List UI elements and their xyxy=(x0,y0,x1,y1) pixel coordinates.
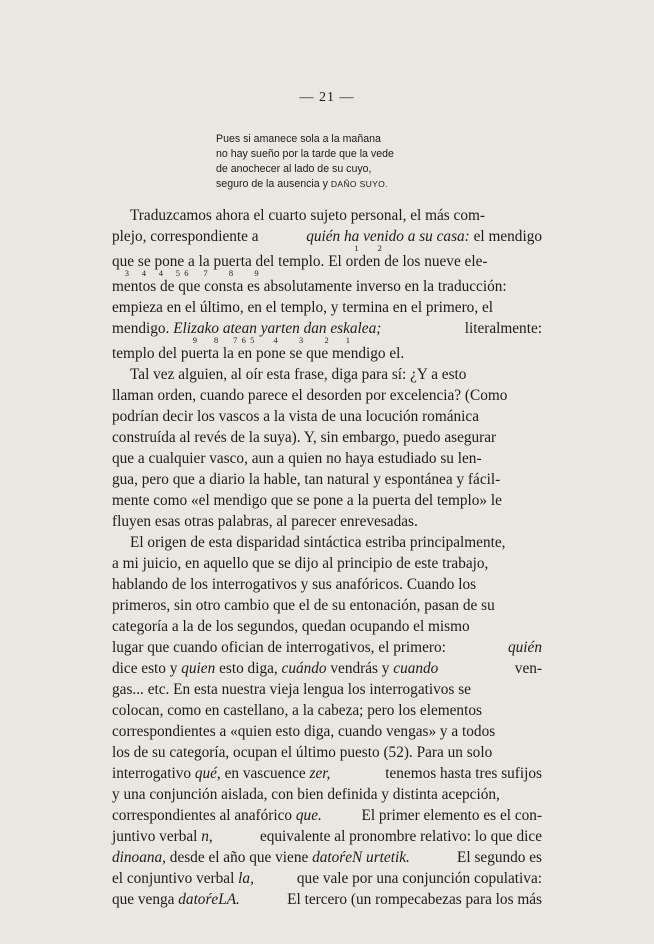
line-text: a mi juicio, en aquello que se dijo al principio de este trabajo, xyxy=(112,555,489,572)
text-line xyxy=(112,763,542,784)
text-line xyxy=(112,532,542,553)
italic-word: datoŕeLA. xyxy=(178,891,240,908)
italic-word: que. xyxy=(295,807,322,824)
line-text: que se pone a la puerta del templo. El orden de los nueve ele- xyxy=(112,253,488,270)
text-line xyxy=(112,205,542,226)
line-text: empieza en el último, en el templo, y termina en el primero, el xyxy=(112,299,494,316)
italic-word: dinoana, xyxy=(112,849,166,866)
line-text: dice esto y xyxy=(112,660,182,677)
basque-phrase: Elizako atean yarten dan eskalea; xyxy=(173,320,382,337)
text-line xyxy=(112,637,542,658)
line-text: los de su categoría, ocupan el último puesto (52). Para un solo xyxy=(112,744,493,761)
line-text: El origen de esta disparidad sintáctica estriba principalmente, xyxy=(130,534,506,551)
line-text: que venga xyxy=(112,891,179,908)
line-text: que a cualquier vasco, aun a quien no haya estudiado su len- xyxy=(112,450,482,467)
text-line xyxy=(112,805,542,826)
line-text: gua, pero que a diario la hable, tan natural y espontánea y fácil- xyxy=(112,471,501,488)
line-text xyxy=(112,805,322,826)
verse-quotation xyxy=(216,132,546,192)
line-text: primeros, sin otro cambio que el de su entonación, pasan de su xyxy=(112,597,495,614)
italic-word: quién xyxy=(508,639,542,656)
text-line xyxy=(112,406,542,427)
line-text: El primer elemento es el con- xyxy=(357,807,542,824)
text-line xyxy=(112,700,542,721)
line-text xyxy=(112,868,254,889)
verse-line-text: seguro de la ausencia y xyxy=(216,178,328,190)
line-text xyxy=(112,889,240,910)
text-line xyxy=(112,847,542,868)
text-line xyxy=(112,469,542,490)
line-text xyxy=(112,763,330,784)
line-text: el conjuntivo verbal xyxy=(112,870,239,887)
line-text: literalmente: xyxy=(460,320,542,337)
line-text: que vale por una conjunción copulativa: xyxy=(293,870,542,887)
line-text: fluyen esas otras palabras, al parecer enrevesadas. xyxy=(112,513,418,530)
italic-word: la, xyxy=(238,870,254,887)
line-text xyxy=(112,658,438,679)
text-line xyxy=(112,364,542,385)
italic-word: n, xyxy=(201,828,213,845)
text-line xyxy=(112,276,542,297)
word-index-numbers: 1 2 xyxy=(112,243,382,253)
text-line xyxy=(112,784,542,805)
word-index-numbers: 9 8 7 6 5 4 3 2 1 xyxy=(112,335,350,345)
text-line xyxy=(112,826,542,847)
italic-word: qué, xyxy=(194,765,221,782)
italic-word: cuándo xyxy=(281,660,327,677)
line-text: interrogativo xyxy=(112,765,195,782)
line-text: colocan, como en castellano, a la cabeza; pero los elementos xyxy=(112,702,482,719)
line-text: El segundo es xyxy=(453,849,542,866)
line-text: equivalente al pronombre relativo: lo que dice xyxy=(256,828,542,845)
line-text: Tal vez alguien, al oír esta frase, diga para sí: ¿Y a esto xyxy=(130,366,467,383)
line-text: el mendigo xyxy=(469,228,542,245)
verse-line: no hay sueño por la tarde que la vede xyxy=(216,148,394,160)
text-line xyxy=(112,427,542,448)
text-line xyxy=(112,595,542,616)
line-text: mente como «el mendigo que se pone a la puerta del templo» le xyxy=(112,492,502,509)
italic-word: cuando xyxy=(393,660,439,677)
line-text: ven- xyxy=(510,660,542,677)
text-line xyxy=(112,889,542,910)
line-text: correspondientes a «quien esto diga, cuando vengas» y a todos xyxy=(112,723,496,740)
line-text: Traduzcamos ahora el cuarto sujeto personal, el más com- xyxy=(130,207,485,224)
italic-word: zer, xyxy=(309,765,331,782)
line-text: lugar que cuando ofician de interrogativos, el primero: xyxy=(112,639,450,656)
line-text: tenemos hasta tres sufijos xyxy=(381,765,542,782)
line-text: llaman orden, cuando parece el desorden por excelencia? (Como xyxy=(112,387,508,404)
line-text: desde el año que viene xyxy=(165,849,313,866)
word-index-numbers: 3 4 4 5 6 7 8 9 xyxy=(112,268,259,278)
line-text: en vascuence xyxy=(220,765,310,782)
text-line xyxy=(112,679,542,700)
line-text: gas... etc. En esta nuestra vieja lengua los interrogativos se xyxy=(112,681,471,698)
text-line xyxy=(112,721,542,742)
text-line xyxy=(112,742,542,763)
text-line xyxy=(112,448,542,469)
page-number: — 21 — xyxy=(299,90,355,105)
line-text: mendigo. xyxy=(112,320,174,337)
italic-phrase: quién ha venido a su casa: xyxy=(306,228,470,245)
text-line xyxy=(112,553,542,574)
line-text: correspondientes al anafórico xyxy=(112,807,296,824)
verse-small-caps: DAÑO SUYO. xyxy=(330,179,388,189)
italic-word: datoŕeN urtetik. xyxy=(312,849,410,866)
line-text: categoría a la de los segundos, quedan ocupando el mismo xyxy=(112,618,470,635)
verse-line: de anochecer al lado de su cuyo, xyxy=(216,163,372,175)
line-text xyxy=(112,826,213,847)
line-text: construída al revés de la suya). Y, sin embargo, puedo asegurar xyxy=(112,429,497,446)
line-text: podrían decir los vascos a la vista de una locución románica xyxy=(112,408,479,425)
text-line xyxy=(112,343,542,364)
text-line xyxy=(112,616,542,637)
verse-line: Pues si amanece sola a la mañana xyxy=(216,133,381,145)
text-line xyxy=(112,385,542,406)
text-line xyxy=(112,490,542,511)
line-text: templo del puerta la en pone se que mendigo el. xyxy=(112,345,405,362)
italic-word: quien xyxy=(181,660,216,677)
line-text: juntivo verbal xyxy=(112,828,202,845)
verse-line xyxy=(216,177,546,192)
body-text xyxy=(112,205,542,910)
text-line xyxy=(112,868,542,889)
text-line xyxy=(112,511,542,532)
line-text: plejo, correspondiente a xyxy=(112,228,263,245)
line-text: y una conjunción aislada, con bien definida y distinta acepción, xyxy=(112,786,500,803)
text-line xyxy=(112,658,542,679)
text-line xyxy=(112,574,542,595)
text-line xyxy=(112,297,542,318)
line-text: El tercero (un rompecabezas para los más xyxy=(283,891,542,908)
line-text: hablando de los interrogativos y sus anafóricos. Cuando los xyxy=(112,576,477,593)
line-text xyxy=(112,847,410,868)
line-text: mentos de que consta es absolutamente inverso en la traducción: xyxy=(112,278,507,295)
line-text: vendrás y xyxy=(326,660,394,677)
line-text: esto diga, xyxy=(215,660,282,677)
